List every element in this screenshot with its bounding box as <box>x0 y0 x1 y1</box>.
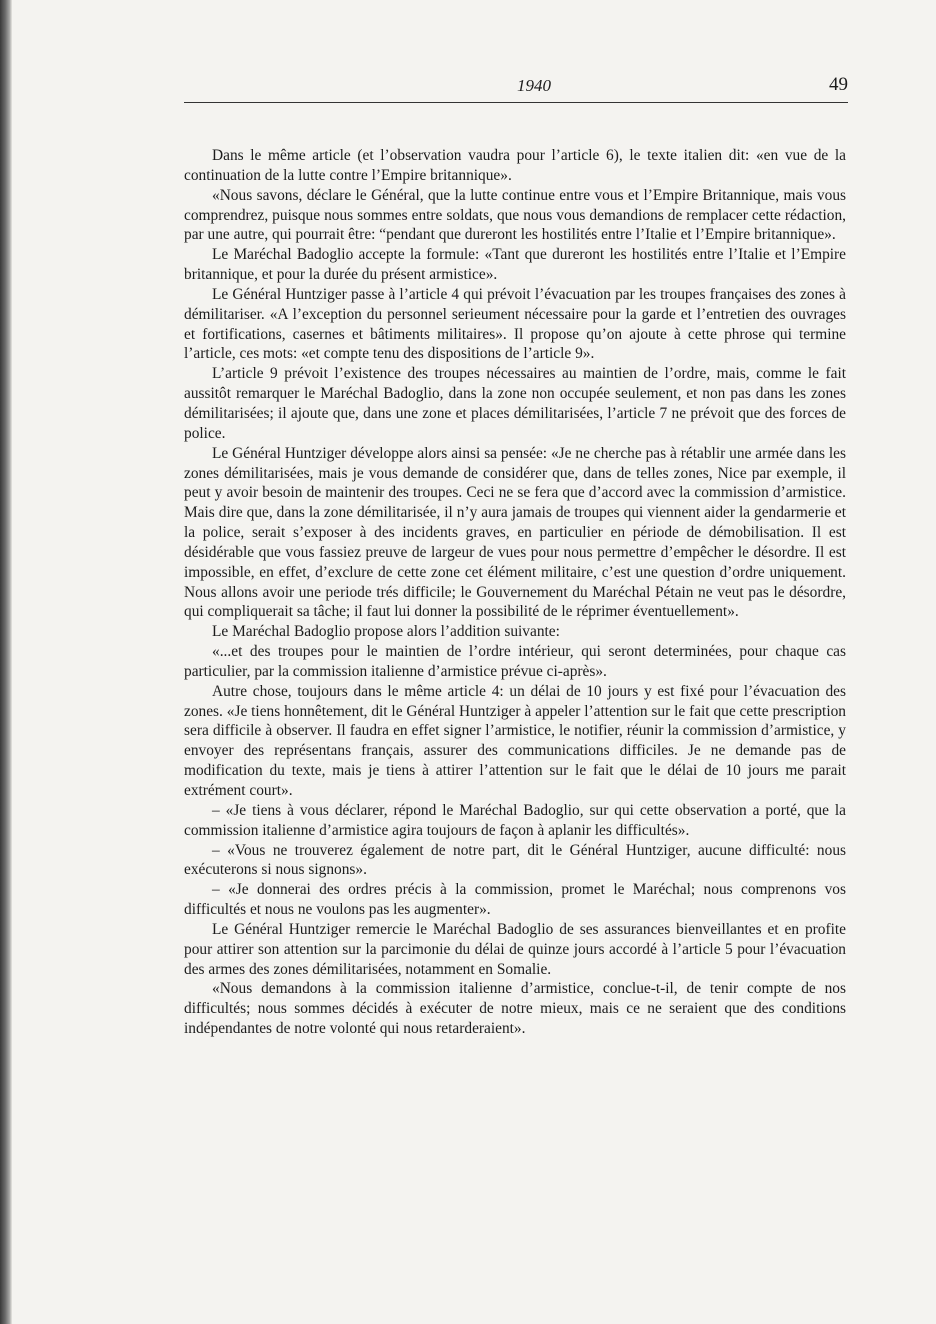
paragraph: – «Je donnerai des ordres précis à la commission, promet le Maréchal; nous comprenons vos difficultés et nous ne voulons pas les augmenter». <box>184 881 846 919</box>
running-title: 1940 <box>517 76 551 95</box>
body-text <box>184 146 846 1039</box>
paragraph: Le Général Huntziger passe à l’article 4 qui prévoit l’évacuation par les troupes françaises des zones à démilitariser. «A l’exception du personnel serieument nécessaire pour la garde et l’entretien des ouvrages et fortifications, casernes et bâtiments militaires». Il propose qu’on ajoute à cette phrose qui termine l’article, ces mots: «et compte tenu des dispositions de l’article 9». <box>184 285 846 363</box>
book-binding-shadow <box>0 0 12 1324</box>
paragraph: – «Vous ne trouverez également de notre part, dit le Général Huntziger, aucune difficulté: nous exécuterons si nous signons». <box>184 841 846 879</box>
paragraph: Autre chose, toujours dans le même article 4: un délai de 10 jours y est fixé pour l’évacuation des zones. «Je tiens honnêtement, dit le Général Huntziger à appeler l’attention sur le fait que cette prescription sera difficile à observer. Il faudra en effet signer l’armistice, le notifier, réunir la commission d’armistice, y envoyer des représentans français, assurer des communications difficiles. Je ne demande pas de modification du texte, mais je tiens à attirer l’attention sur le fait que le délai de 10 jours me parait extrément court». <box>184 682 846 799</box>
paragraph: – «Je tiens à vous déclarer, répond le Maréchal Badoglio, sur qui cette observation a porté, que la commission italienne d’armistice agira toujours de façon à aplanir les difficultés». <box>184 801 846 839</box>
paragraph: L’article 9 prévoit l’existence des troupes nécessaires au maintien de l’ordre, mais, comme le fait aussitôt remarquer le Maréchal Badoglio, dans la zone non occupée seulement, et non pas dans les zones démilitarisées; il ajoute que, dans une zone et places démilitarisées, l’article 7 ne prévoit que des forces de police. <box>184 365 846 442</box>
paragraph: Le Général Huntziger remercie le Maréchal Badoglio de ses assurances bienveillantes et en profite pour attirer son attention sur la parcimonie du délai de quinze jours accordé à l’article 5 pour l’évacuation des armes des zones démilitarisées, notamment en Somalie. <box>184 920 846 978</box>
paragraph: Le Général Huntziger développe alors ainsi sa pensée: «Je ne cherche pas à rétablir une armée dans les zones démilitarisées, mais je vous demande de considérer que, dans de telles zones, Nice par exemple, il peut y avoir besoin de maintenir des troupes. Ceci ne se fera que d’accord avec la commission d’armistice. Mais dire que, dans la zone démilitarisée, il n’y aura jamais de troupes qui viennent aider la gendarmerie et la police, serait s’exposer à des incidents graves, en particulier en période de démobilisation. Il est désidérable que vous fassiez preuve de largeur de vues pour nous permettre d’empêcher le désordre. Il est impossible, en effet, d’exclure de cette zone cet élément militaire, c’est une question d’ordre uniquement. Nous allons avoir une periode trés difficile; le Gouvernement du Maréchal Pétain ne veut pas le désordre, qui compliquerait sa tâche; il faut lui donner la possibilité de le réprimer éventuellement». <box>184 444 846 621</box>
page-header <box>184 76 848 102</box>
paragraph: «...et des troupes pour le maintien de l’ordre intérieur, qui seront determinées, pour chaque cas particulier, par la commission italienne d’armistice prévue ci-après». <box>184 643 846 680</box>
page-number: 49 <box>829 74 848 95</box>
paragraph: Dans le même article (et l’observation vaudra pour l’article 6), le texte italien dit: «en vue de la continuation de la lutte contre l’Empire britannique». <box>184 147 846 184</box>
paragraph: Le Maréchal Badoglio propose alors l’addition suivante: <box>212 623 560 641</box>
header-rule <box>184 102 848 103</box>
paragraph: «Nous savons, déclare le Général, que la lutte continue entre vous et l’Empire Britannique, mais vous comprendrez, puisque nous sommes entre soldats, que nous vous demandions de remplacer cette rédaction, par une autre, qui pourrait être: “pendant que dureront les hostilités entre l’Italie et l’Empire britannique». <box>184 186 846 244</box>
paragraph: Le Maréchal Badoglio accepte la formule: «Tant que dureront les hostilités entre l’Italie et l’Empire britannique, et pour la durée du présent armistice». <box>184 246 846 284</box>
paragraph: «Nous demandons à la commission italienne d’armistice, conclue-t-il, de tenir compte de nos difficultés; nous sommes décidés à exécuter de notre mieux, mais ce ne seraient que des conditions indépendantes de notre volonté qui nous retarderaient». <box>184 980 846 1038</box>
